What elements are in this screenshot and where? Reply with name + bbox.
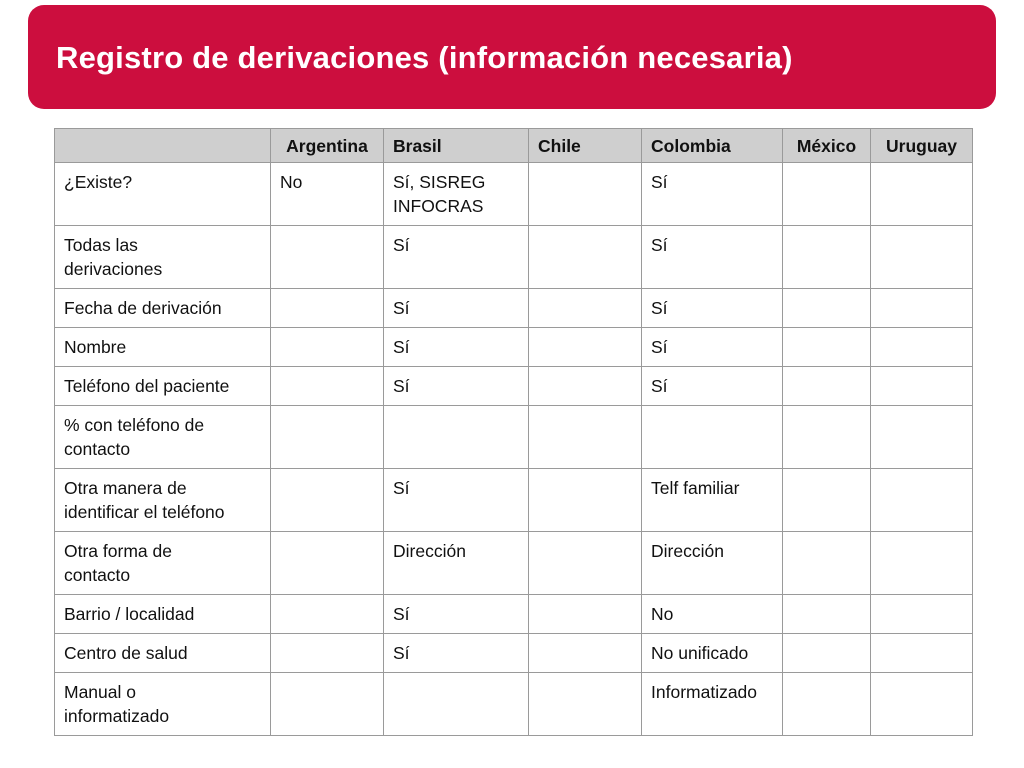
row-label: Otra forma de contacto [55,532,271,595]
cell-argentina [271,226,384,289]
cell-argentina [271,673,384,736]
header-cell-uruguay: Uruguay [871,129,973,163]
cell-argentina [271,289,384,328]
row-label: ¿Existe? [55,163,271,226]
slide-title: Registro de derivaciones (información necesaria) [56,40,793,75]
cell-mexico [783,289,871,328]
row-label: Teléfono del paciente [55,367,271,406]
cell-uruguay [871,673,973,736]
cell-brasil: Sí [384,595,529,634]
table-row [55,595,973,634]
cell-colombia: Telf familiar [642,469,783,532]
cell-argentina [271,367,384,406]
row-label: Barrio / localidad [55,595,271,634]
cell-argentina [271,328,384,367]
cell-uruguay [871,595,973,634]
cell-brasil: Sí [384,226,529,289]
cell-argentina [271,595,384,634]
cell-mexico [783,532,871,595]
cell-colombia: Sí [642,367,783,406]
header-cell-brasil: Brasil [384,129,529,163]
cell-brasil: Dirección [384,532,529,595]
row-label: % con teléfono de contacto [55,406,271,469]
cell-argentina [271,406,384,469]
cell-brasil: Sí, SISREG INFOCRAS [384,163,529,226]
cell-chile [529,163,642,226]
cell-argentina [271,532,384,595]
cell-mexico [783,226,871,289]
cell-brasil: Sí [384,469,529,532]
cell-chile [529,367,642,406]
table-header-row [55,129,973,163]
cell-brasil: Sí [384,328,529,367]
cell-chile [529,226,642,289]
cell-colombia: Sí [642,226,783,289]
cell-brasil: Sí [384,634,529,673]
cell-argentina: No [271,163,384,226]
derivations-table [54,128,973,736]
cell-argentina [271,634,384,673]
cell-uruguay [871,163,973,226]
cell-colombia: Informatizado [642,673,783,736]
cell-colombia: No [642,595,783,634]
cell-chile [529,532,642,595]
row-label: Centro de salud [55,634,271,673]
cell-uruguay [871,328,973,367]
cell-mexico [783,328,871,367]
cell-mexico [783,367,871,406]
cell-colombia: Sí [642,163,783,226]
cell-mexico [783,163,871,226]
cell-brasil: Sí [384,367,529,406]
table-row [55,673,973,736]
cell-colombia: No unificado [642,634,783,673]
cell-uruguay [871,226,973,289]
cell-colombia [642,406,783,469]
cell-chile [529,634,642,673]
cell-brasil: Sí [384,289,529,328]
table-row [55,469,973,532]
row-label: Otra manera de identificar el teléfono [55,469,271,532]
row-label: Nombre [55,328,271,367]
cell-uruguay [871,634,973,673]
table-row [55,226,973,289]
cell-mexico [783,595,871,634]
row-label: Todas las derivaciones [55,226,271,289]
cell-mexico [783,469,871,532]
row-label: Manual o informatizado [55,673,271,736]
table-row [55,367,973,406]
cell-brasil [384,673,529,736]
cell-chile [529,673,642,736]
cell-brasil [384,406,529,469]
table-row [55,532,973,595]
cell-colombia: Dirección [642,532,783,595]
cell-chile [529,595,642,634]
cell-mexico [783,634,871,673]
cell-uruguay [871,289,973,328]
table-row [55,289,973,328]
cell-colombia: Sí [642,328,783,367]
table-row [55,406,973,469]
cell-uruguay [871,406,973,469]
cell-uruguay [871,367,973,406]
cell-chile [529,469,642,532]
cell-colombia: Sí [642,289,783,328]
cell-mexico [783,673,871,736]
header-cell-colombia: Colombia [642,129,783,163]
cell-argentina [271,469,384,532]
row-label: Fecha de derivación [55,289,271,328]
table-row [55,634,973,673]
header-cell-argentina: Argentina [271,129,384,163]
cell-mexico [783,406,871,469]
cell-chile [529,328,642,367]
table-row [55,328,973,367]
cell-chile [529,406,642,469]
header-cell-empty [55,129,271,163]
cell-uruguay [871,469,973,532]
header-cell-chile: Chile [529,129,642,163]
table-row [55,163,973,226]
header-cell-mexico: México [783,129,871,163]
title-banner [28,5,996,109]
cell-uruguay [871,532,973,595]
cell-chile [529,289,642,328]
